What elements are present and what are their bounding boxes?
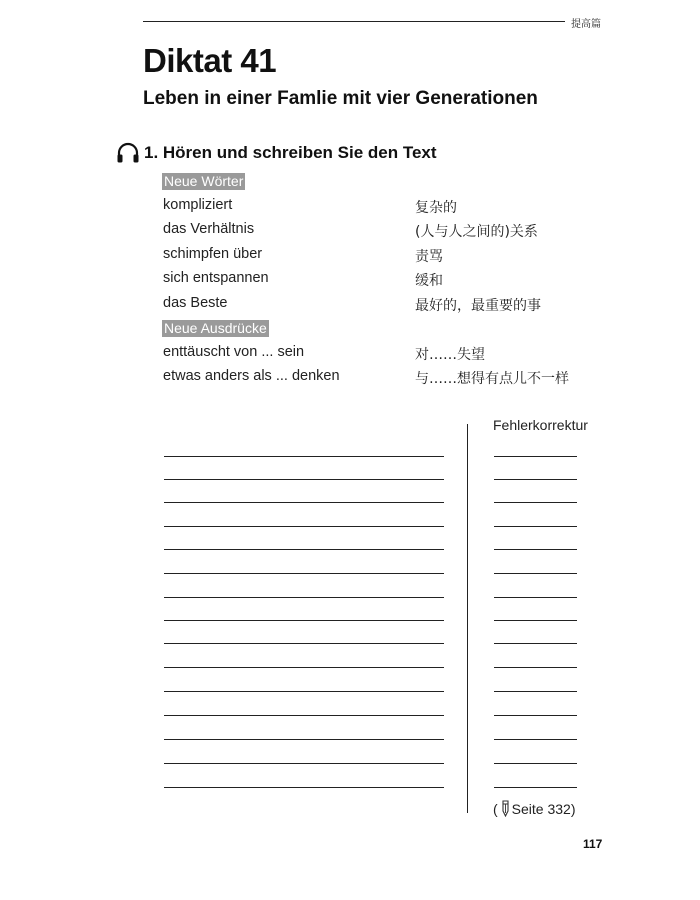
writing-line[interactable]	[164, 787, 444, 788]
writing-line[interactable]	[164, 456, 444, 457]
correction-line[interactable]	[494, 787, 577, 788]
top-rule	[143, 21, 565, 22]
vocab-label-words: Neue Wörter	[164, 173, 244, 189]
writing-line[interactable]	[164, 526, 444, 527]
answer-reference	[493, 800, 576, 817]
answer-reference-open: (	[493, 800, 498, 817]
task-row	[116, 142, 437, 164]
correction-line[interactable]	[494, 739, 577, 740]
expression-zh: 与……想得有点儿不一样	[415, 371, 569, 387]
writing-line[interactable]	[164, 763, 444, 764]
page-number: 117	[583, 837, 603, 851]
page-title: Diktat 41	[143, 42, 277, 79]
correction-line[interactable]	[494, 667, 577, 668]
writing-line[interactable]	[164, 479, 444, 480]
vocab-zh: 最好的，最重要的事	[415, 298, 541, 314]
writing-line[interactable]	[164, 597, 444, 598]
task-heading: 1. Hören und schreiben Sie den Text	[144, 143, 437, 162]
vocab-de: schimpfen über	[163, 246, 263, 262]
writing-line[interactable]	[164, 739, 444, 740]
answer-reference-text: Seite 332)	[511, 800, 576, 817]
vocab-zh: (人与人之间的)关系	[415, 224, 538, 240]
vocab-label-expressions: Neue Ausdrücke	[164, 320, 267, 336]
expression-de: enttäuscht von ... sein	[163, 344, 305, 360]
expression-de: etwas anders als ... denken	[163, 368, 340, 384]
correction-line[interactable]	[494, 549, 577, 550]
correction-line[interactable]	[494, 526, 577, 527]
correction-header: Fehlerkorrektur	[493, 417, 588, 433]
expression-zh: 对……失望	[415, 347, 485, 363]
writing-line[interactable]	[164, 502, 444, 503]
vocab-zh: 责骂	[415, 249, 443, 265]
correction-line[interactable]	[494, 456, 577, 457]
writing-line[interactable]	[164, 715, 444, 716]
headphones-icon	[116, 142, 140, 164]
vocab-de: kompliziert	[163, 197, 233, 213]
writing-line[interactable]	[164, 573, 444, 574]
correction-line[interactable]	[494, 479, 577, 480]
vocab-zh: 复杂的	[415, 200, 457, 216]
vocab-de: das Beste	[163, 295, 228, 311]
vocab-de: das Verhältnis	[163, 221, 255, 237]
writing-line[interactable]	[164, 691, 444, 692]
writing-line[interactable]	[164, 620, 444, 621]
correction-line[interactable]	[494, 502, 577, 503]
pen-icon	[499, 800, 511, 817]
writing-line[interactable]	[164, 667, 444, 668]
running-header: 提高篇	[571, 19, 601, 30]
correction-line[interactable]	[494, 620, 577, 621]
correction-line[interactable]	[494, 691, 577, 692]
vocab-zh: 缓和	[415, 273, 443, 289]
column-divider	[467, 424, 468, 813]
page-subtitle: Leben in einer Famlie mit vier Generationen	[143, 88, 538, 109]
writing-line[interactable]	[164, 643, 444, 644]
correction-line[interactable]	[494, 715, 577, 716]
vocab-de: sich entspannen	[163, 270, 269, 286]
correction-line[interactable]	[494, 763, 577, 764]
correction-line[interactable]	[494, 597, 577, 598]
correction-line[interactable]	[494, 573, 577, 574]
writing-line[interactable]	[164, 549, 444, 550]
correction-line[interactable]	[494, 643, 577, 644]
